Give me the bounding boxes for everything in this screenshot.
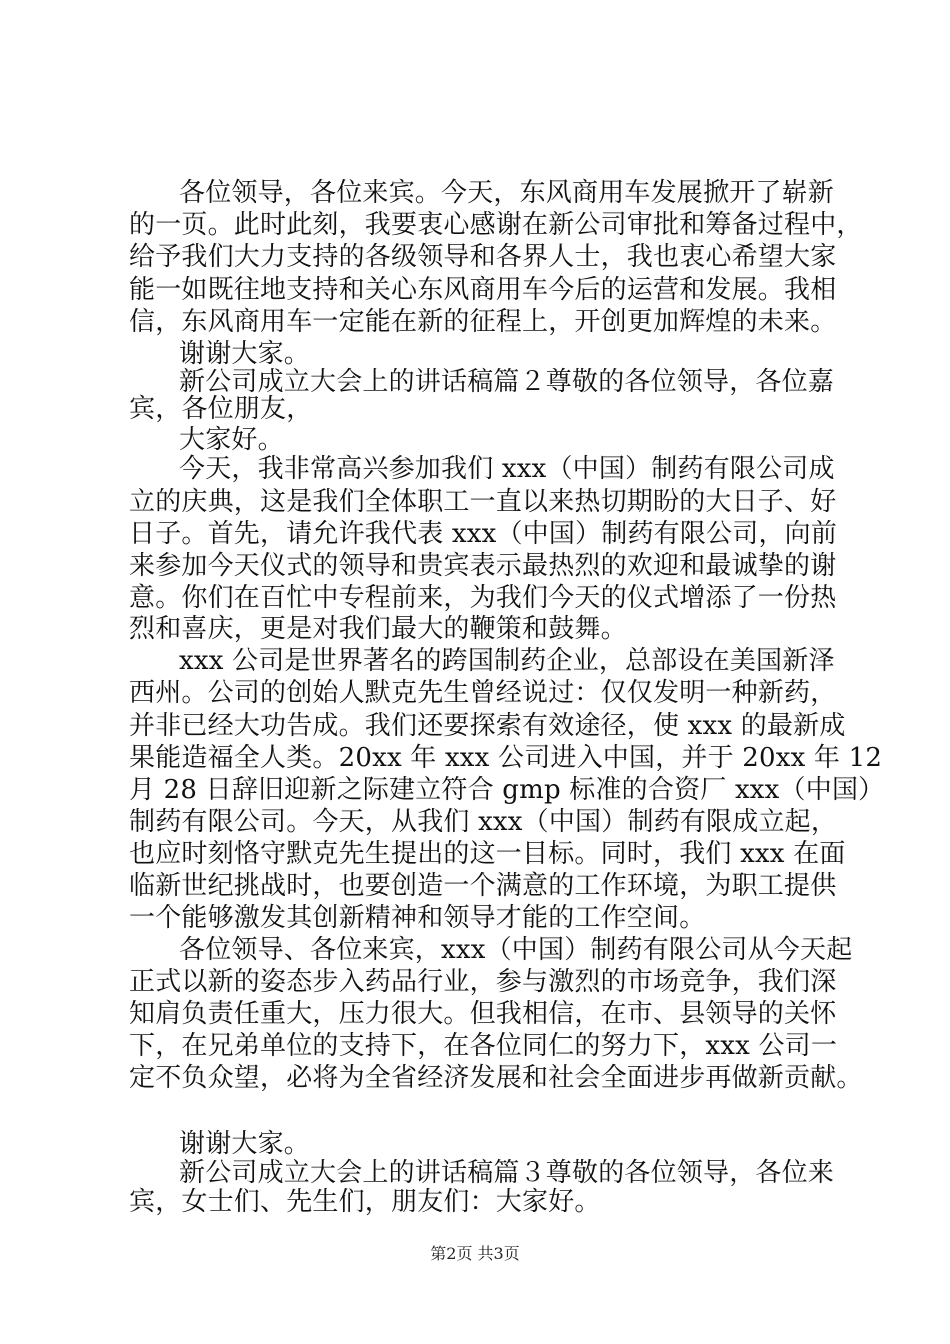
text-line: 来参加今天仪式的领导和贵宾表示最热烈的欢迎和最诚挚的谢 [129,551,837,581]
text-line: 宾，各位朋友， [129,394,313,424]
text-line: 新公司成立大会上的讲话稿篇２尊敬的各位领导，各位嘉 [179,367,835,397]
text-line: 各位领导，各位来宾。今天，东风商用车发展掀开了崭新 [179,178,835,208]
text-line: 的一页。此时此刻，我要衷心感谢在新公司审批和筹备过程中， [129,210,863,240]
text-line: 给予我们大力支持的各级领导和各界人士，我也衷心希望大家 [129,242,837,272]
text-line: 信，东风商用车一定能在新的征程上，开创更加辉煌的未来。 [129,307,837,337]
text-line: 果能造福全人类。20xx 年 xxx 公司进入中国，并于 20xx 年 12 [129,743,883,773]
text-line: 知肩负责任重大，压力很大。但我相信，在市、县领导的关怀 [129,999,837,1029]
text-line: 临新世纪挑战时，也要创造一个满意的工作环境，为职工提供 [129,871,837,901]
text-line: 制药有限公司。今天，从我们 xxx（中国）制药有限成立起， [129,807,838,837]
text-line: 谢谢大家。 [179,339,311,369]
text-line: 今天，我非常高兴参加我们 xxx（中国）制药有限公司成 [179,454,835,484]
text-line: 正式以新的姿态步入药品行业，参与激烈的市场竞争，我们深 [129,967,837,997]
text-line: 一个能够激发其创新精神和领导才能的工作空间。 [129,903,706,933]
text-line: 意。你们在百忙中专程前来，为我们今天的仪式增添了一份热 [129,583,837,613]
page-footer: 第2页 共3页 [430,1244,520,1263]
text-line: 月 28 日辞旧迎新之际建立符合 gmp 标准的合资厂 xxx（中国） [129,775,885,805]
text-line: 日子。首先，请允许我代表 xxx（中国）制药有限公司，向前 [129,519,838,549]
text-line: 定不负众望，必将为全省经济发展和社会全面进步再做新贡献。 [129,1063,863,1093]
text-line: 并非已经大功告成。我们还要探索有效途径，使 xxx 的最新成 [129,711,846,741]
text-line: 烈和喜庆，更是对我们最大的鞭策和鼓舞。 [129,614,627,644]
text-line: 各位领导、各位来宾，xxx（中国）制药有限公司从今天起 [179,935,853,965]
text-line: 下，在兄弟单位的支持下，在各位同仁的努力下，xxx 公司一 [129,1031,838,1061]
text-line: 谢谢大家。 [179,1129,311,1159]
text-line: 也应时刻恪守默克先生提出的这一目标。同时，我们 xxx 在面 [129,839,846,869]
text-line: 西州。公司的创始人默克先生曾经说过：仅仅发明一种新药， [129,678,837,708]
text-line: 能一如既往地支持和关心东风商用车今后的运营和发展。我相 [129,275,837,305]
text-line: 大家好。 [179,425,284,455]
text-line: 立的庆典，这是我们全体职工一直以来热切期盼的大日子、好 [129,487,837,517]
text-line: 宾，女士们、先生们，朋友们：大家好。 [129,1187,601,1217]
text-line: xxx 公司是世界著名的跨国制药企业，总部设在美国新泽 [179,646,835,676]
text-line: 新公司成立大会上的讲话稿篇３尊敬的各位领导，各位来 [179,1158,835,1188]
